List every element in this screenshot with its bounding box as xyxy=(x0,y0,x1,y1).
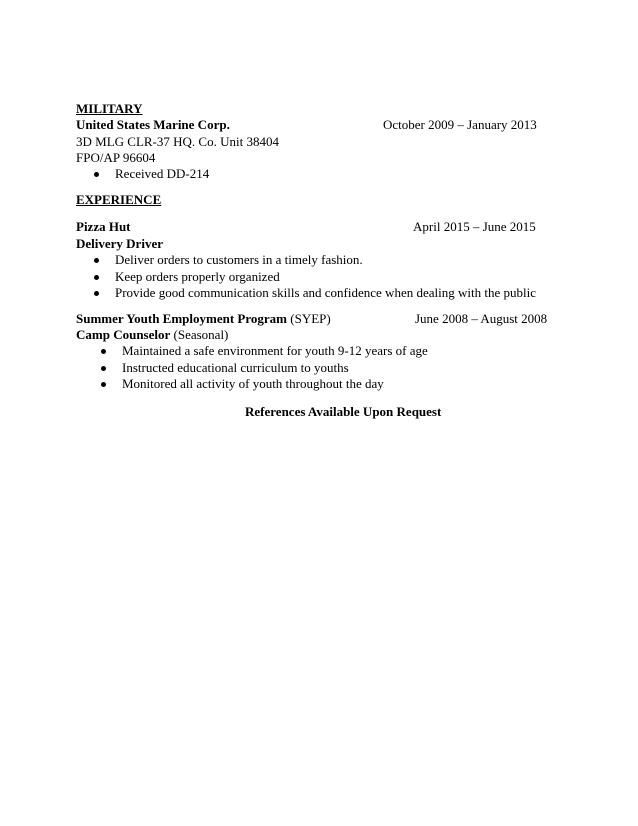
job-bullet-text: Deliver orders to customers in a timely fashion. xyxy=(115,252,363,267)
bullet-icon xyxy=(101,349,106,354)
military-org: United States Marine Corp. xyxy=(76,117,230,132)
job-employer: Summer Youth Employment Program xyxy=(76,311,288,326)
bullet-icon xyxy=(94,275,99,280)
military-bullet-text: Received DD-214 xyxy=(115,166,210,181)
job-title: Delivery Driver xyxy=(76,236,163,251)
job-bullet xyxy=(94,251,363,269)
job-employer: Pizza Hut xyxy=(76,219,131,234)
bullet-icon xyxy=(101,366,106,371)
bullet-icon xyxy=(101,382,106,387)
military-bullet xyxy=(94,165,209,183)
bullet-icon xyxy=(94,291,99,296)
job-title: Camp Counselor xyxy=(76,327,171,342)
military-address-line1: 3D MLG CLR-37 HQ. Co. Unit 38404 xyxy=(76,134,279,149)
references-line: References Available Upon Request xyxy=(245,404,442,419)
job-bullet-text: Monitored all activity of youth throughout the day xyxy=(122,376,384,391)
military-address-line2: FPO/AP 96604 xyxy=(76,150,156,165)
bullet-icon xyxy=(94,258,99,263)
job-employer-suffix: (SYEP) xyxy=(290,311,331,326)
military-heading: MILITARY xyxy=(76,101,143,116)
job-title-suffix: (Seasonal) xyxy=(173,327,229,342)
military-dates: October 2009 – January 2013 xyxy=(383,117,537,132)
job-bullet-text: Maintained a safe environment for youth 9-12 years of age xyxy=(122,343,428,358)
job-bullet-text: Keep orders properly organized xyxy=(115,269,280,284)
job-dates: June 2008 – August 2008 xyxy=(415,311,548,326)
job-bullet xyxy=(101,342,428,360)
job-bullet-text: Instructed educational curriculum to youths xyxy=(122,360,349,375)
job-bullet-text: Provide good communication skills and confidence when dealing with the public xyxy=(115,285,536,300)
job-dates: April 2015 – June 2015 xyxy=(413,219,536,234)
bullet-icon xyxy=(94,172,99,177)
experience-heading: EXPERIENCE xyxy=(76,192,162,207)
job-bullet xyxy=(101,375,384,393)
job-bullet xyxy=(94,284,536,302)
